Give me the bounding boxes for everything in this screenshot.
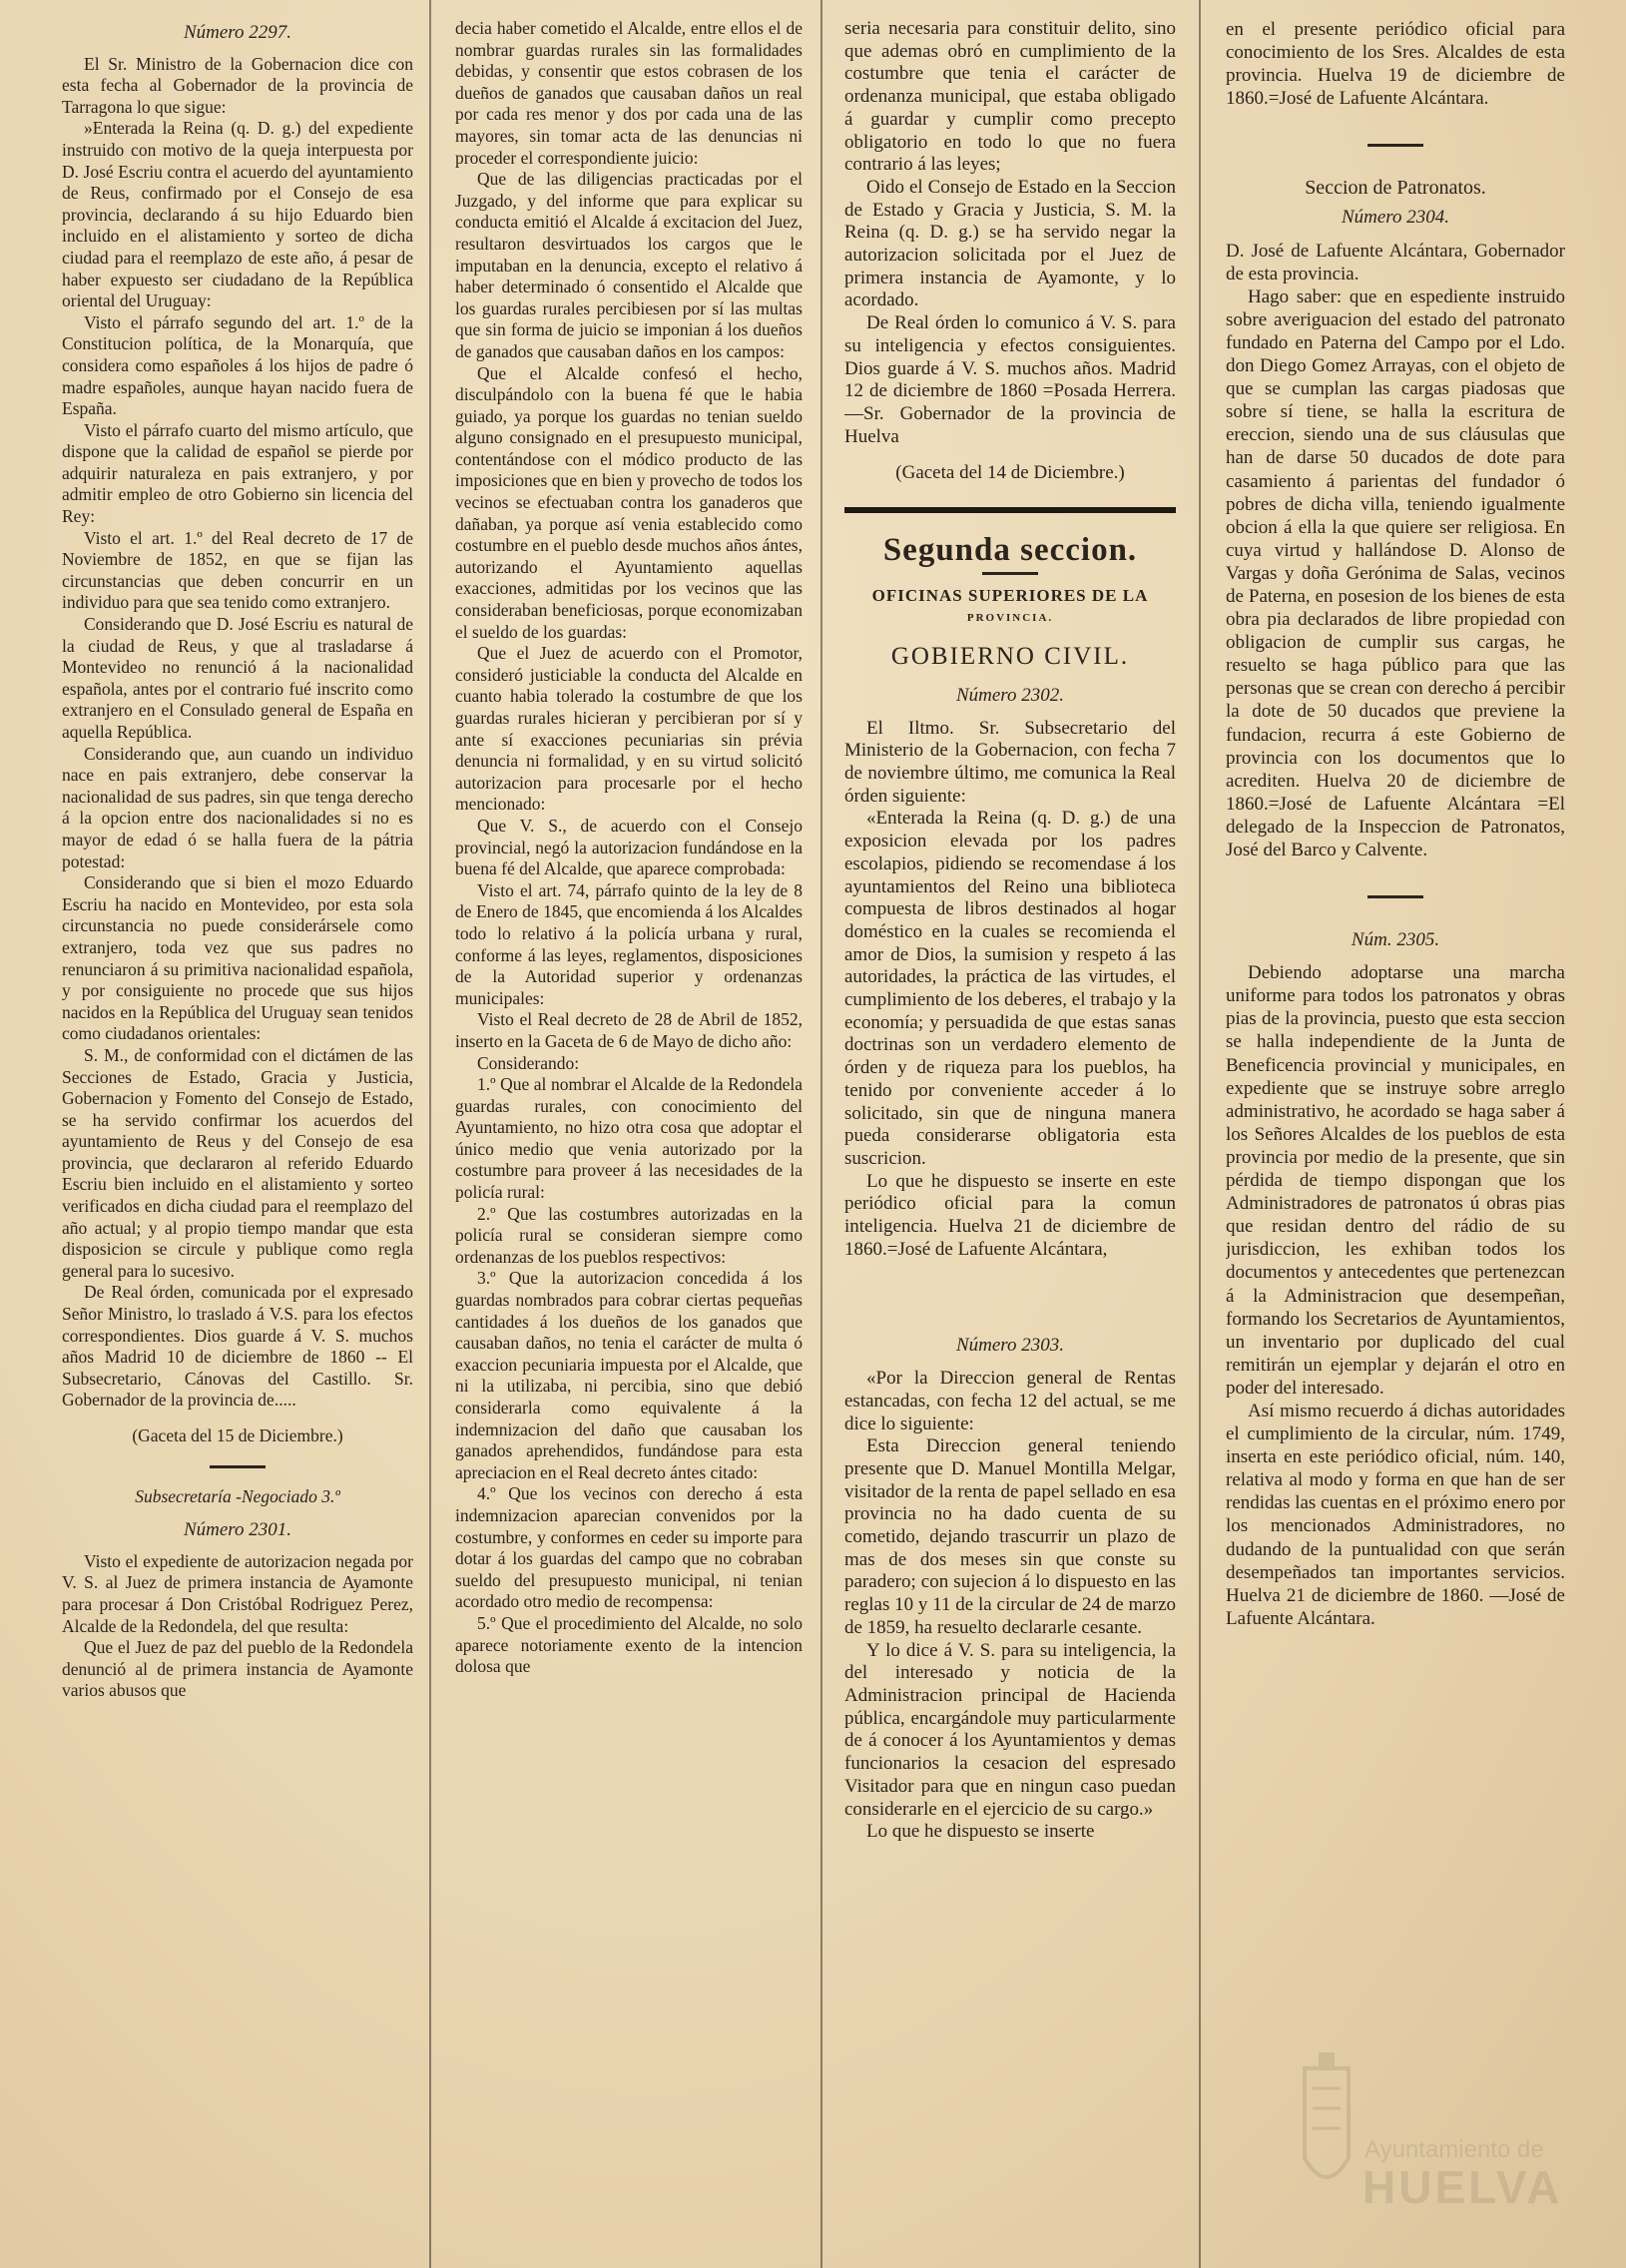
column-rule [429, 0, 431, 2268]
numero-2304: Número 2304. [1341, 207, 1450, 229]
paragraph: Hago saber: que en espediente instruido sobre averiguacion del estado del patronato fundado en Paterna del Campo por el Ldo. don Diego Gomez Arrayas, con el objeto de que se cumplan las cargas piadosas que sobre sí tiene, se halla la escritura de ereccion, siendo una de sus cláusulas que han de darse 50 ducados de dote para casamiento á parientas del fundador ó pobres de dicha villa, teniendo igualmente obcion á ella la que quiere ser religiosa. En cuya virtud y hallándose D. Alonso de Vargas y doña Gerónima de Salas, vecinos de Paterna, en posesion de los bienes de esta obra pia declarados de libre propiedad con obligacion de cumplir sus cargas, he resuelto se haga público para que las personas que se crean con derecho á percibir la dote de 50 ducados que previene la fundacion, recurra á este Gobierno de provincia con los documentos que lo acrediten. Huelva 20 de diciembre de 1860.=José de Lafuente Alcántara =El delegado de la Inspeccion de Patronatos, José del Barco y Calvente. [1226, 285, 1565, 860]
oficinas-heading: OFICINAS SUPERIORES DE LA [871, 585, 1149, 605]
paragraph: Que el Alcalde confesó el hecho, disculpándolo con la buena fé que le habia guiado, ya porque los guardas no tenian sueldo alguno consignado en el presupuesto municipal, contentándose con el módico producto de las imposiciones que en bien y provecho de todos los vecinos se efectuaban contra los ganaderos que dañaban, ya porque así venia establecido como costumbre en el pueblo desde muchos años ántes, autorizando el Ayuntamiento aquellas exacciones, admitidas por los vecinos que las consideraban beneficiosas, porque economizaban el sueldo de los guardas: [455, 362, 803, 642]
paragraph: Lo que he dispuesto se inserte [866, 1821, 1095, 1843]
paragraph: Considerando: [477, 1052, 580, 1073]
numero-2302: Número 2302. [955, 684, 1065, 706]
column-rule [1199, 0, 1201, 2268]
paragraph: Y lo dice á V. S. para su inteligencia, la del interesado y noticia de la Administracion principal de Hacienda pública, encargándole muy particularmente de á conocer á los Ayuntamientos y demas funcionarios la cesacion del espresado Visitador para que en ningun caso puedan considerarle en el ejercicio de su cargo.» [844, 1639, 1176, 1820]
paragraph: Debiendo adoptarse una marcha uniforme para todos los patronatos y obras pias de la provincia, puesto que esta seccion se halla independiente de la Junta de Beneficencia provincial y municipales, en expediente que se instruye sobre arreglo administrativo, he acordado se haga saber á los Señores Alcaldes de los pueblos de esta provincia por medio de la presente, que sin pérdida de tiempo dispongan que los Administradores de patronatos ú obras pias que residan dentro del rádio de su jurisdiccion, les exhiban todos los documentos y antecedentes que pertenezcan á la Administracion que desempeñan, formando los Secretarios de Ayuntamientos, un inventario por duplicado del cual remitirán un ejemplar y dejarán el otro en poder del interesado. [1226, 962, 1565, 1399]
provincia-heading: PROVINCIA. [966, 612, 1054, 625]
paragraph: Que de las diligencias practicadas por el Juzgado, y del informe que para explicar su conducta emitió el Alcalde á excitacion del Juez, resultaron desvirtuados los cargos que le imputaban en la denuncia, excepto el relativo á haber determinado ó consentido el Alcalde que los guardas rurales percibiesen por sí las multas que sin forma de juicio se imponian á los dueños de ganados que causaban daños en los campos: [455, 169, 803, 361]
archive-watermark [1297, 2038, 1586, 2238]
column-rule [820, 0, 822, 2268]
paragraph: El Iltmo. Sr. Subsecretario del Ministerio de la Gobernacion, con fecha 7 de noviembre último, me comunica la Real órden siguiente: [844, 717, 1176, 807]
paragraph: Visto el art. 1.º del Real decreto de 17 de Noviembre de 1852, en que se fijan las circunstancias que deben concurrir en un individuo para que sea tenido como extranjero. [62, 527, 413, 613]
gobierno-civil-heading: GOBIERNO CIVIL. [890, 643, 1130, 671]
gaceta-citation: (Gaceta del 15 de Diciembre.) [132, 1425, 343, 1445]
paragraph: »Enterada la Reina (q. D. g.) del expediente instruido con motivo de la queja interpuesta por D. José Escriu contra el acuerdo del ayuntamiento de Reus, confirmado por el Consejo de esa provincia, declarando á su hijo Eduardo bien incluido en el alistamiento y sorteo de dicha ciudad para el reemplazo de este año, á pesar de haber expuesto ser ciudadano de la República oriental del Uruguay: [62, 118, 413, 311]
numero-2297: Número 2297. [183, 22, 292, 43]
paragraph: 1.º Que al nombrar el Alcalde de la Redondela guardas rurales, con conocimiento del Ayuntamiento, no hizo otra cosa que adoptar el único medio que venia autorizado por la costumbre para proveer á las necesidades de la policía rural: [455, 1074, 803, 1203]
paragraph: «Enterada la Reina (q. D. g.) de una exposicion elevada por los padres escolapios, pidiendo se recomendase á los ayuntamientos del Reino una biblioteca compuesta de libros destinados al hogar doméstico en la cuales se recomienda el amor de Dios, la sumision y respeto á las autoridades, la práctica de las virtudes, el cumplimiento de los deberes, el trabajo y la economía; y persuadida de que estas sanas doctrinas son un verdadero elemento de órden y de riqueza para los pueblos, ha tenido por conveniente acceder á lo solicitado, sin que de ninguna manera pueda considerarse obligatoria esta suscricion. [844, 808, 1176, 1169]
paragraph: D. José de Lafuente Alcántara, Gobernador de esta provincia. [1226, 240, 1565, 284]
paragraph: «Por la Direccion general de Rentas estancadas, con fecha 12 del actual, se me dice lo siguiente: [844, 1368, 1176, 1434]
watermark-line1: Ayuntamiento de [1364, 2136, 1544, 2163]
paragraph: 5.º Que el procedimiento del Alcalde, no solo aparece notoriamente exento de la intencion dolosa que [455, 1612, 803, 1677]
column-1 [62, 18, 413, 2264]
paragraph: Visto el art. 74, párrafo quinto de la ley de 8 de Enero de 1845, que encomienda á los Alcaldes todo lo relativo á la policía urbana y rural, conforme á las leyes, reglamentos, disposiciones de la Autoridad superior y ordenanzas municipales: [455, 879, 803, 1008]
shield-icon [1297, 2048, 1356, 2198]
paragraph: decia haber cometido el Alcalde, entre ellos el de nombrar guardas rurales sin las formalidades debidas, y consentir que estos cobrasen de los dueños de ganados que causaban daños un real por cada res menor y dos por cada una de las mayores, sin tomar acta de las denuncias ni proceder el correspondiente juicio: [455, 18, 803, 168]
seccion-patronatos-heading: Seccion de Patronatos. [1305, 177, 1486, 200]
paragraph: en el presente periódico oficial para conocimiento de los Sres. Alcaldes de esta provincia. Huelva 19 de diciembre de 1860.=José de Lafuente Alcántara. [1226, 19, 1565, 110]
paragraph: Lo que he dispuesto se inserte en este periódico oficial para la comun inteligencia. Huelva 21 de diciembre de 1860.=José de Lafuente Alcántara, [844, 1170, 1176, 1260]
numero-2303: Número 2303. [955, 1335, 1065, 1357]
paragraph: 4.º Que los vecinos con derecho á esta indemnizacion aparecian convenidos por la costumbre, y conformes en ceder su importe para dotar á los guardas del campo que no cobraban sueldo del presupuesto municipal, ni tenian acordado otro medio de recompensa: [455, 1483, 803, 1612]
paragraph: Considerando que si bien el mozo Eduardo Escriu ha nacido en Montevideo, por esta sola circunstancia no puede considerársele como extranjero, toda vez que sus padres no renunciaron á su primitiva nacionalidad española, y por consiguiente no procede que sus hijos nacidos en la República del Uruguay sean tenidos como ciudadanos orientales: [62, 872, 413, 1044]
numero-2305: Núm. 2305. [1351, 929, 1440, 951]
column-4 [1226, 18, 1565, 2264]
paragraph: Así mismo recuerdo á dichas autoridades el cumplimiento de la circular, núm. 1749, inserta en este periódico oficial, núm. 140, relativa al modo y forma en que han de ser rendidas las cuentas en el próximo enero por los mencionados Administradores, no dudando de la puntualidad con que serán desempeñados tan importantes servicios. Huelva 21 de diciembre de 1860. —José de Lafuente Alcántara. [1226, 1400, 1565, 1629]
paragraph: 3.º Que la autorizacion concedida á los guardas nombrados para cobrar ciertas pequeñas cantidades á los dueños de los ganados que causaban daños, no tenia el carácter de multa ó exaccion pecuniaria impuesta por el Alcalde, que ni la utilizaba, ni percibia, sino que debió considerarla como equivalente á la indemnizacion del daño que causaban los ganados aprehendidos, fundándose para esta apreciacion en el Real decreto ántes citado: [455, 1268, 803, 1482]
paragraph: Que el Juez de paz del pueblo de la Redondela denunció al de primera instancia de Ayamonte varios abusos que [62, 1637, 413, 1701]
paragraph: S. M., de conformidad con el dictámen de las Secciones de Estado, Gracia y Justicia, Gobernacion y Fomento del Consejo de Estado, se ha servido confirmar los acuerdos del ayuntamiento de Reus y del Consejo de esa provincia, que declararon al referido Eduardo Escriu bien incluido en el alistamiento y sorteo verificados en dicha ciudad para el reemplazo del año actual; y al propio tiempo mandar que esta disposicion se circule y publique como regla general para lo sucesivo. [62, 1044, 413, 1281]
subsecretaria-heading: Subsecretaría -Negociado 3.º [135, 1485, 340, 1506]
paragraph: Visto el párrafo segundo del art. 1.º de la Constitucion política, de la Monarquía, que considera como españoles á los hijos de padre ó madre españoles, aunque hayan nacido fuera de España. [62, 311, 413, 419]
paragraph: Considerando que, aun cuando un individuo nace en pais extranjero, debe conservar la nacionalidad de sus padres, sin que tenga derecho á la opcion entre dos nacionalidades si no es mayor de edad ó se halla fuera de la pátria potestad: [62, 743, 413, 871]
paragraph: Oido el Consejo de Estado en la Seccion de Estado y Gracia y Justicia, S. M. la Reina (q. D. g.) se ha servido negar la autorizacion solicitada por el Juez de primera instancia de Ayamonte, y lo acordado. [844, 176, 1176, 311]
section-rule [844, 507, 1176, 513]
paragraph: Considerando que D. José Escriu es natural de la ciudad de Reus, y que al trasladarse á Montevideo no renunció á la nacionalidad española, antes por el contrario fué inscrito como extranjero en el Consulado general de España en aquella República. [62, 614, 413, 742]
separator [1367, 895, 1423, 898]
section-title: Segunda seccion. [882, 532, 1138, 569]
column-2 [455, 18, 803, 2264]
separator [210, 1465, 266, 1468]
numero-2301: Número 2301. [183, 1519, 292, 1541]
paragraph: Que V. S., de acuerdo con el Consejo provincial, negó la autorizacion fundándose en la buena fé del Alcalde, que aparece comprobada: [455, 815, 803, 879]
column-3 [844, 18, 1176, 2264]
gaceta-citation: (Gaceta del 14 de Diciembre.) [895, 462, 1125, 484]
paragraph: Que el Juez de acuerdo con el Promotor, consideró justiciable la conducta del Alcalde en cuanto habia tolerado la costumbre de que los guardas rurales hicieran y percibieran por sí y ante sí exacciones pecuniarias sin prévia denuncia ni formalidad, y en su virtud solicitó autorizacion para procesarle por el hecho mencionado: [455, 643, 803, 815]
watermark-line2: HUELVA [1362, 2161, 1563, 2213]
paragraph: De Real órden lo comunico á V. S. para su inteligencia y efectos consiguientes. Dios guarde á V. S. muchos años. Madrid 12 de diciembre de 1860 =Posada Herrera.—Sr. Gobernador de la provincia de Huelva [844, 312, 1176, 447]
paragraph: Visto el párrafo cuarto del mismo artículo, que dispone que la calidad de español se pierde por adquirir naturaleza en pais extranjero, y por admitir empleo de otro Gobierno sin licencia del Rey: [62, 419, 413, 527]
paragraph: Visto el expediente de autorizacion negada por V. S. al Juez de primera instancia de Ayamonte para procesar á Don Cristóbal Rodriguez Perez, Alcalde de la Redondela, del que resulta: [62, 1550, 413, 1636]
paragraph: 2.º Que las costumbres autorizadas en la policía rural se consideran siempre como ordenanzas de los pueblos respectivos: [455, 1203, 803, 1267]
paragraph: El Sr. Ministro de la Gobernacion dice con esta fecha al Gobernador de la provincia de Tarragona lo que sigue: [62, 53, 413, 117]
separator [1367, 144, 1423, 147]
paragraph: seria necesaria para constituir delito, sino que ademas obró en cumplimiento de la costumbre que tenia el carácter de ordenanza municipal, que estaba obligado á guardar y cumplir como precepto obligatorio en todo lo que no fuera contrario á las leyes; [844, 18, 1176, 176]
separator [982, 572, 1038, 575]
paragraph: Visto el Real decreto de 28 de Abril de 1852, inserto en la Gaceta de 6 de Mayo de dicho año: [455, 1009, 803, 1051]
paragraph: De Real órden, comunicada por el expresado Señor Ministro, lo traslado á V.S. para los efectos correspondientes. Dios guarde á V. S. muchos años Madrid 10 de diciembre de 1860 -- El Subsecretario, Cánovas del Castillo. Sr. Gobernador de la provincia de..... [62, 1282, 413, 1411]
paragraph: Esta Direccion general teniendo presente que D. Manuel Montilla Melgar, visitador de la renta de papel sellado en esa provincia no ha dado cuenta de su cometido, dejando trascurrir un plazo de mas de dos meses sin que conste su paradero; con sujecion á lo dispuesto en las reglas 10 y 11 de la circular de 24 de marzo de 1859, ha resuelto declararle cesante. [844, 1435, 1176, 1638]
